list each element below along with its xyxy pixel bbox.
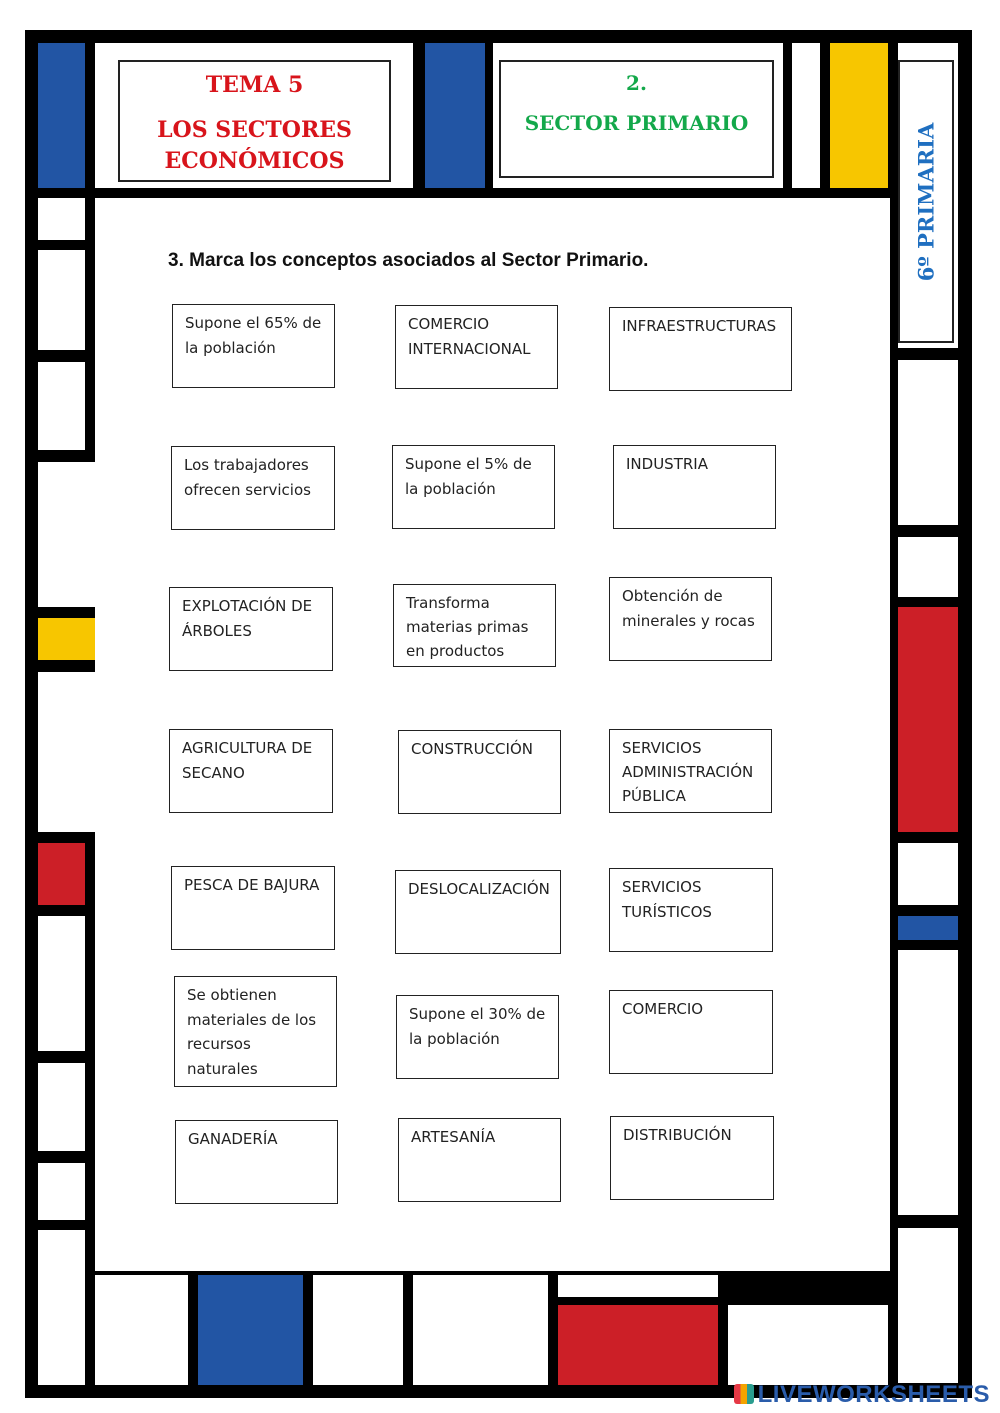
- concept-box[interactable]: COMERCIO INTERNACIONAL: [395, 305, 558, 389]
- liveworksheets-logo-icon: [734, 1384, 754, 1404]
- decor-block: [38, 250, 85, 350]
- tema-number: TEMA 5: [205, 72, 304, 98]
- decor-block: [425, 43, 485, 188]
- concept-box[interactable]: INDUSTRIA: [613, 445, 776, 529]
- decor-block: [898, 1228, 958, 1383]
- concept-box[interactable]: SERVICIOS TURÍSTICOS: [609, 868, 773, 952]
- tema-title-box: [118, 60, 391, 182]
- concept-box[interactable]: PESCA DE BAJURA: [171, 866, 335, 950]
- decor-block: [38, 1163, 85, 1220]
- grade-label: 6º PRIMARIA: [913, 122, 939, 281]
- decor-block: [38, 843, 85, 905]
- concept-box[interactable]: Transforma materias primas en productos: [393, 584, 556, 667]
- decor-block: [792, 43, 820, 188]
- decor-block: [95, 1275, 188, 1385]
- concept-box[interactable]: SERVICIOS ADMINISTRACIÓN PÚBLICA: [609, 729, 772, 813]
- concept-box[interactable]: AGRICULTURA DE SECANO: [169, 729, 333, 813]
- tema-title-line1: LOS SECTORES: [157, 117, 352, 143]
- concept-box[interactable]: Obtención de minerales y rocas: [609, 577, 772, 661]
- decor-block: [898, 537, 958, 597]
- decor-block: [558, 1275, 718, 1297]
- concept-box[interactable]: Se obtienen materiales de los recursos naturales: [174, 976, 337, 1087]
- decor-block: [198, 1275, 303, 1385]
- concept-box[interactable]: DESLOCALIZACIÓN: [395, 870, 561, 954]
- decor-block: [38, 1063, 85, 1151]
- concept-box[interactable]: ARTESANÍA: [398, 1118, 561, 1202]
- decor-block: [38, 43, 85, 188]
- decor-block: [898, 607, 958, 832]
- decor-block: [38, 1230, 85, 1385]
- decor-block: [898, 950, 958, 1215]
- concept-box[interactable]: Los trabajadores ofrecen servicios: [171, 446, 335, 530]
- concept-box[interactable]: EXPLOTACIÓN DE ÁRBOLES: [169, 587, 333, 671]
- concept-box[interactable]: GANADERÍA: [175, 1120, 338, 1204]
- decor-block: [898, 360, 958, 525]
- decor-block: [558, 1305, 718, 1385]
- watermark-text: LIVEWORKSHEETS: [757, 1381, 990, 1408]
- grade-box: [898, 60, 954, 343]
- tema-title-line2: ECONÓMICOS: [164, 148, 345, 174]
- decor-block: [830, 43, 888, 188]
- concept-box[interactable]: INFRAESTRUCTURAS: [609, 307, 792, 391]
- concept-box[interactable]: Supone el 30% de la población: [396, 995, 559, 1079]
- concept-box[interactable]: Supone el 65% de la población: [172, 304, 335, 388]
- watermark: [734, 1381, 990, 1409]
- concept-box[interactable]: Supone el 5% de la población: [392, 445, 555, 529]
- section-title-box: [499, 60, 774, 178]
- decor-block: [313, 1275, 403, 1385]
- section-number: 2.: [626, 71, 647, 95]
- decor-block: [728, 1305, 888, 1385]
- decor-block: [898, 916, 958, 940]
- decor-block: [38, 916, 85, 1051]
- decor-block: [38, 362, 85, 450]
- exercise-instruction: 3. Marca los conceptos asociados al Sector Primario.: [168, 250, 649, 271]
- concept-box[interactable]: CONSTRUCCIÓN: [398, 730, 561, 814]
- decor-block: [413, 1275, 548, 1385]
- concept-box[interactable]: COMERCIO: [609, 990, 773, 1074]
- decor-block: [898, 843, 958, 905]
- section-title: SECTOR PRIMARIO: [524, 111, 749, 135]
- concept-box[interactable]: DISTRIBUCIÓN: [610, 1116, 774, 1200]
- decor-block: [38, 198, 85, 240]
